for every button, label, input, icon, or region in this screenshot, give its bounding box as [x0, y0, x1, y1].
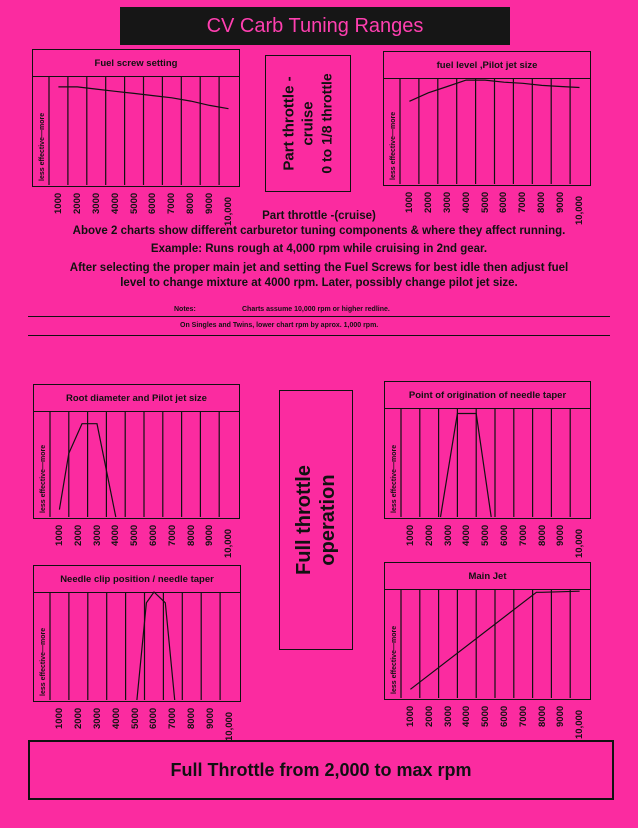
- x-tick-label: 9000: [205, 707, 217, 729]
- chart-root-diameter: [33, 384, 240, 519]
- x-tick-label: 2000: [71, 192, 83, 214]
- full-throttle-box: [279, 390, 353, 650]
- part-throttle-box: [265, 55, 351, 192]
- x-tick-label: 4000: [461, 705, 473, 727]
- chart-plot: [33, 50, 239, 186]
- chart-title: fuel level ,Pilot jet size: [384, 52, 590, 79]
- x-tick-label: 5000: [128, 192, 140, 214]
- center-line4: After selecting the proper main jet and setting the Fuel Screws for best idle then adjust fuel: [69, 262, 569, 274]
- x-tick-label: 3000: [442, 524, 454, 546]
- x-tick-label: 4000: [461, 524, 473, 546]
- x-tick-label: 4000: [110, 524, 122, 546]
- x-tick-label: 4000: [109, 192, 121, 214]
- x-tick-label: 3000: [441, 191, 453, 213]
- x-tick-label: 2000: [72, 524, 84, 546]
- x-tick-label: 10,000: [574, 196, 586, 226]
- center-line5: level to change mixture at 4000 rpm. Later, possibly change pilot jet size.: [120, 277, 518, 289]
- x-tick-label: 8000: [185, 192, 197, 214]
- x-tick-label: 8000: [536, 191, 548, 213]
- x-tick-label: 6000: [147, 524, 159, 546]
- y-axis-label: less effective—more: [391, 444, 398, 513]
- x-tick-label: 5000: [480, 705, 492, 727]
- notes-text1: Charts assume 10,000 rpm or higher redline.: [242, 306, 390, 313]
- x-tick-label: 2000: [423, 524, 435, 546]
- notes-text2: On Singles and Twins, lower chart rpm by aprox. 1,000 rpm.: [180, 322, 379, 329]
- chart-title: Fuel screw setting: [33, 50, 239, 77]
- x-tick-label: 3000: [442, 705, 454, 727]
- x-tick-label: 9000: [555, 191, 567, 213]
- series-line: [137, 592, 175, 700]
- chart-title: Needle clip position / needle taper: [34, 566, 240, 593]
- x-tick-label: 9000: [555, 524, 567, 546]
- x-tick-label: 6000: [498, 524, 510, 546]
- x-tick-label: 8000: [536, 524, 548, 546]
- x-tick-label: 1000: [403, 191, 415, 213]
- chart-needle-taper-origin: [384, 381, 591, 519]
- x-tick-label: 7000: [167, 707, 179, 729]
- x-tick-label: 1000: [404, 524, 416, 546]
- x-tick-label: 7000: [517, 705, 529, 727]
- center-line3: Example: Runs rough at 4,000 rpm while cruising in 2nd gear.: [150, 243, 488, 255]
- chart-plot: [385, 563, 590, 699]
- x-tick-label: 6000: [498, 191, 510, 213]
- y-axis-label: less effective—more: [40, 627, 47, 696]
- chart-needle-clip: [33, 565, 241, 702]
- x-tick-label: 2000: [423, 705, 435, 727]
- notes-label: Notes:: [174, 306, 196, 313]
- x-tick-label: 6000: [147, 192, 159, 214]
- x-tick-label: 1000: [53, 707, 65, 729]
- x-tick-label: 8000: [185, 524, 197, 546]
- chart-title: Point of origination of needle taper: [385, 382, 590, 409]
- chart-fuel-level: [383, 51, 591, 186]
- chart-plot: [34, 385, 239, 518]
- x-tick-label: 10,000: [224, 712, 236, 742]
- x-tick-label: 4000: [110, 707, 122, 729]
- x-tick-label: 10,000: [574, 710, 586, 740]
- part-throttle-line3: 0 to 1/8 throttle: [318, 73, 335, 174]
- x-tick-label: 4000: [460, 191, 472, 213]
- y-axis-label: less effective—more: [39, 112, 46, 181]
- part-throttle-line2: cruise: [299, 101, 317, 146]
- x-tick-label: 6000: [498, 705, 510, 727]
- page-title: CV Carb Tuning Ranges: [120, 7, 510, 45]
- x-tick-label: 1000: [53, 524, 65, 546]
- full-throttle-line1: Full throttle: [293, 465, 316, 575]
- center-line1: Part throttle -(cruise): [262, 210, 376, 222]
- x-tick-label: 6000: [148, 707, 160, 729]
- notes-divider-top: [28, 316, 610, 317]
- x-tick-label: 2000: [422, 191, 434, 213]
- x-tick-label: 9000: [204, 192, 216, 214]
- chart-title: Root diameter and Pilot jet size: [34, 385, 239, 412]
- x-tick-label: 1000: [52, 192, 64, 214]
- x-tick-label: 3000: [91, 524, 103, 546]
- full-throttle-line2: operation: [317, 474, 340, 566]
- notes-divider-bottom: [28, 335, 610, 336]
- bottom-banner-text: Full Throttle from 2,000 to max rpm: [170, 759, 472, 780]
- chart-plot: [384, 52, 590, 185]
- series-line: [441, 414, 492, 518]
- x-tick-label: 1000: [404, 705, 416, 727]
- x-tick-label: 3000: [91, 707, 103, 729]
- y-axis-label: less effective—more: [390, 111, 397, 180]
- x-tick-label: 9000: [204, 524, 216, 546]
- y-axis-label: less effective—more: [391, 625, 398, 694]
- part-throttle-line1: Part throttle -: [280, 76, 298, 171]
- x-tick-label: 10,000: [574, 529, 586, 559]
- x-tick-label: 8000: [536, 705, 548, 727]
- x-tick-label: 10,000: [223, 197, 235, 227]
- x-tick-label: 7000: [517, 191, 529, 213]
- chart-title: Main Jet: [385, 563, 590, 590]
- chart-plot: [385, 382, 590, 518]
- y-axis-label: less effective—more: [40, 444, 47, 513]
- x-tick-label: 5000: [479, 191, 491, 213]
- x-tick-label: 2000: [72, 707, 84, 729]
- x-tick-label: 5000: [129, 524, 141, 546]
- x-tick-label: 10,000: [223, 529, 235, 559]
- x-tick-label: 7000: [166, 524, 178, 546]
- chart-main-jet: [384, 562, 591, 700]
- x-tick-label: 5000: [480, 524, 492, 546]
- x-tick-label: 9000: [555, 705, 567, 727]
- x-tick-label: 8000: [186, 707, 198, 729]
- x-tick-label: 5000: [129, 707, 141, 729]
- bottom-banner: [28, 740, 614, 800]
- x-tick-label: 3000: [90, 192, 102, 214]
- x-tick-label: 7000: [517, 524, 529, 546]
- chart-plot: [34, 566, 240, 701]
- center-line2: Above 2 charts show different carburetor tuning components & where they affect running.: [72, 225, 566, 237]
- x-tick-label: 7000: [166, 192, 178, 214]
- chart-fuel-screw: [32, 49, 240, 187]
